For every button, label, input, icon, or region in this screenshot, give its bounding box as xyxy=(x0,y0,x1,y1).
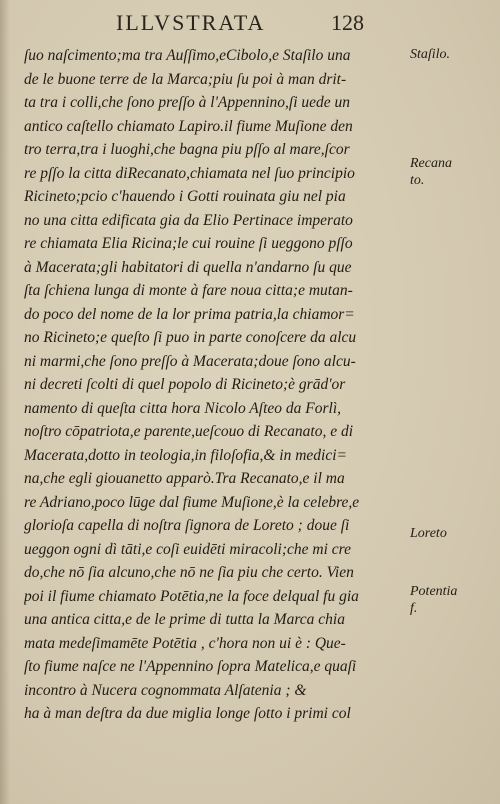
text-line: namento di queſta citta hora Nicolo Aſteo da Forlì, xyxy=(24,399,342,417)
text-line: ſuo naſcimento;ma tra Auſſimo,eCibolo,e Staſilo una xyxy=(24,47,351,64)
text-line: re chiamata Elia Ricina;le cui rouine ſi ueggono pſſo xyxy=(24,235,353,252)
text-line: ta tra i colli,che ſono preſſo à l'Appennino,ſi uede un xyxy=(24,94,351,111)
text-line: re pſſo la citta diRecanato,chiamata nel ſuo principio xyxy=(24,164,355,182)
text-line: una antica citta,e de le prime di tutta la Marca chia xyxy=(24,611,345,628)
text-line: no una citta edificata gia da Elio Pertinace imperato xyxy=(24,211,353,229)
margin-note-loreto: Loreto xyxy=(410,526,447,541)
margin-note-recanato: Recana to. xyxy=(410,156,452,188)
text-line: incontro à Nucera cognommata Alſatenia ; & xyxy=(24,681,307,699)
text-line: ha à man deſtra da due miglia longe ſotto i primi col xyxy=(24,705,351,722)
text-line: tro terra,tra i luoghi,che bagna piu pſſo al mare,ſcor xyxy=(24,141,350,158)
text-line: ueggon ogni dì tāti,e coſi euidēti miracoli;che mi cre xyxy=(24,540,351,558)
text-line: ni marmi,che ſono preſſo à Macerata;doue ſono alcu- xyxy=(24,352,356,370)
text-line: Ricineto;pcio c'hauendo i Gotti rouinata giu nel pia xyxy=(24,188,346,205)
text-line: do poco del nome de la lor prima patria,la chiamor= xyxy=(24,305,355,323)
running-title: ILLVSTRATA xyxy=(116,10,266,35)
text-line: na,che egli giouanetto apparò.Tra Recanato,e il ma xyxy=(24,470,345,487)
text-line: noſtro cōpatriota,e parente,ueſcouo di Recanato, e di xyxy=(24,423,354,440)
text-line: mata medeſimamēte Potētia , c'hora non ui è : Que- xyxy=(24,634,346,652)
margin-note-stafilo: Staſilo. xyxy=(410,47,451,62)
text-line: re Adriano,poco lūge dal fiume Muſione,è la celebre,e xyxy=(24,493,360,511)
text-line: ni decreti ſcolti di quel popolo di Ricineto;è grād'or xyxy=(24,376,346,393)
text-line: ſto fiume naſce ne l'Appennino ſopra Matelica,e quaſi xyxy=(24,658,357,675)
text-line: à Macerata;gli habitatori di quella n'andarno ſu que xyxy=(24,258,352,276)
page-number: 128 xyxy=(331,10,364,35)
margin-note-potentia: Potentia f. xyxy=(410,584,458,616)
text-line: poi il fiume chiamato Potētia,ne la foce delqual fu gia xyxy=(24,587,359,605)
text-line: glorioſa capella di noſtra ſignora de Loreto ; doue ſi xyxy=(24,517,350,534)
text-line: Macerata,dotto in teologia,in filoſofia,& in medici= xyxy=(24,446,348,464)
text-line: antico caſtello chiamato Lapiro.il fiume Muſione den xyxy=(24,117,353,135)
text-line: de le buone terre de la Marca;piu ſu poi à man drit- xyxy=(24,70,347,88)
text-line: no Ricineto;e queſto ſi puo in parte conoſcere da alcu xyxy=(24,329,357,346)
text-line: do,che nō ſia alcuno,che nō ne ſia piu che certo. Vien xyxy=(24,564,354,581)
text-line: ſta ſchiena lunga di monte à fare noua citta;e mutan- xyxy=(24,282,353,299)
